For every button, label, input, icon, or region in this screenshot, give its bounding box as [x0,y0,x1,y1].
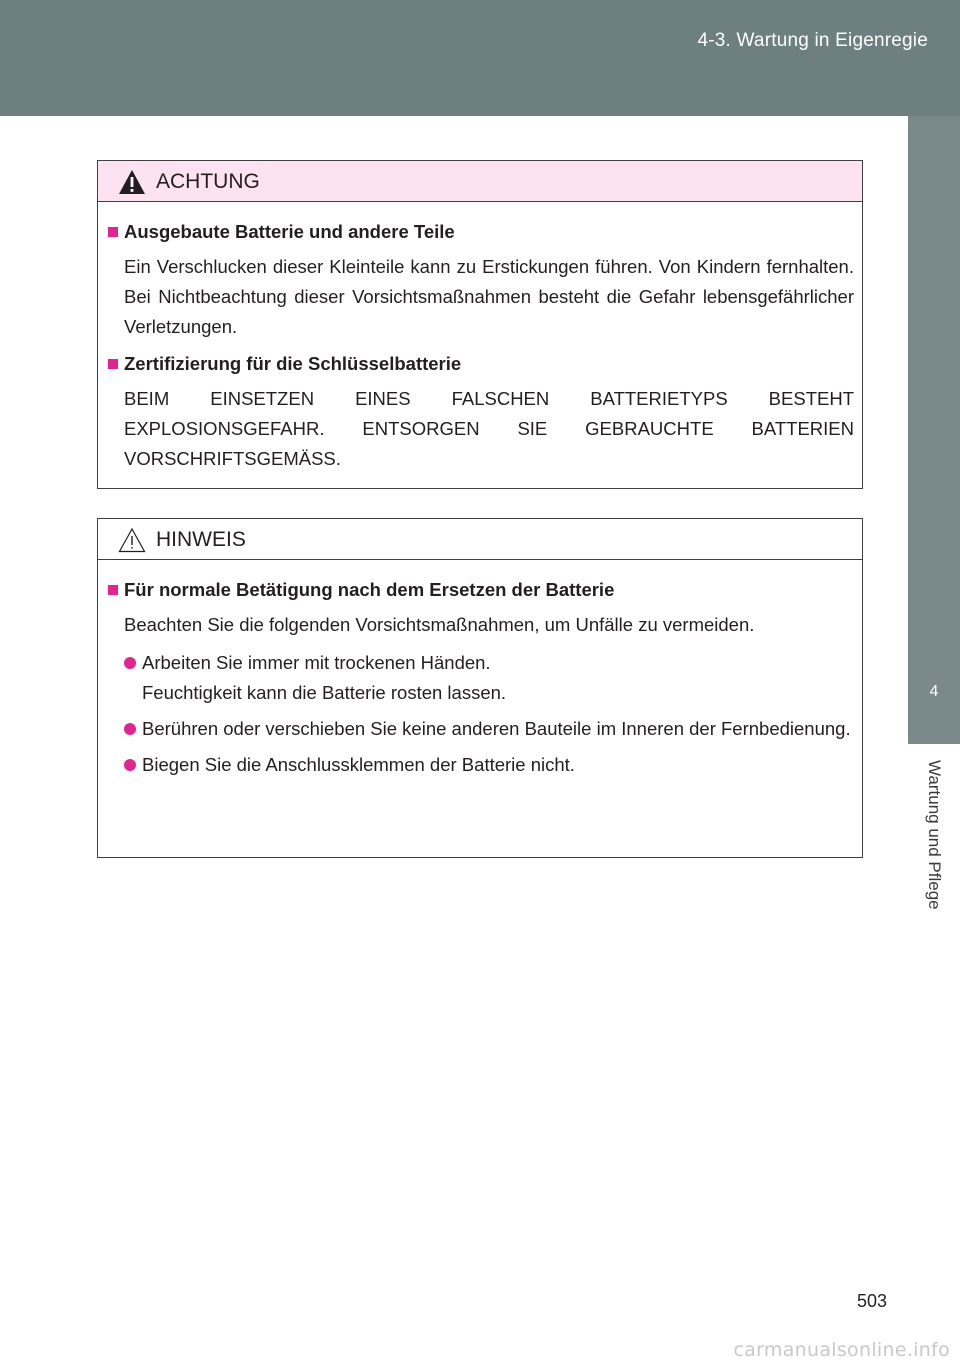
achtung-header [98,161,862,202]
hinweis-header [98,519,862,560]
subheading-text: Für normale Betätigung nach dem Ersetzen der Batterie [124,579,615,600]
warning-triangle-outline-icon [118,527,146,553]
achtung-paragraph: BEIM EINSETZEN EINES FALSCHEN BATTERIETYPS BESTEHT EXPLOSIONSGEFAHR. ENTSORGEN SIE GEBRAUCHTE BATTERIEN VORSCHRIFTSGEMÄSS. [124,388,854,469]
achtung-box [97,160,863,489]
list-item-text: Arbeiten Sie immer mit trockenen Händen. [142,652,491,673]
list-item [124,750,854,780]
square-bullet-icon [108,227,118,237]
chapter-title: Wartung und Pflege [925,760,944,910]
achtung-title: ACHTUNG [156,170,260,193]
footer-watermark: carmanualsonline.info [733,1339,950,1361]
warning-triangle-filled-icon [118,169,146,195]
page-number: 503 [856,1291,887,1311]
hinweis-box [97,518,863,858]
round-bullet-icon [124,759,136,771]
achtung-subheading [108,350,854,378]
list-item-text: Berühren oder verschieben Sie keine anderen Bauteile im Inneren der Fernbedienung. [142,718,851,739]
list-item [124,714,854,744]
subheading-text: Zertifizierung für die Schlüsselbatterie [124,353,462,374]
list-item-text: Biegen Sie die Anschlussklemmen der Batterie nicht. [142,754,575,775]
chapter-number: 4 [929,683,939,700]
hinweis-subheading [108,576,854,604]
hinweis-paragraph: Beachten Sie die folgenden Vorsichtsmaßnahmen, um Unfälle zu vermeiden. [124,614,755,635]
round-bullet-icon [124,657,136,669]
subheading-text: Ausgebaute Batterie und andere Teile [124,221,455,242]
square-bullet-icon [108,585,118,595]
header-band [0,0,960,116]
achtung-subheading [108,218,854,246]
hinweis-title: HINWEIS [156,528,246,551]
chapter-tab [908,116,960,744]
round-bullet-icon [124,723,136,735]
list-item-subtext: Feuchtigkeit kann die Batterie rosten lassen. [142,682,507,703]
achtung-paragraph: Ein Verschlucken dieser Kleinteile kann zu Erstickungen führen. Von Kindern fernhalten. Bei Nichtbeachtung dieser Vorsichtsmaßnahmen besteht die Gefahr lebensgefährlicher Verletzungen. [124,256,854,337]
square-bullet-icon [108,359,118,369]
list-item [124,648,854,708]
section-title: 4-3. Wartung in Eigenregie [697,30,928,51]
